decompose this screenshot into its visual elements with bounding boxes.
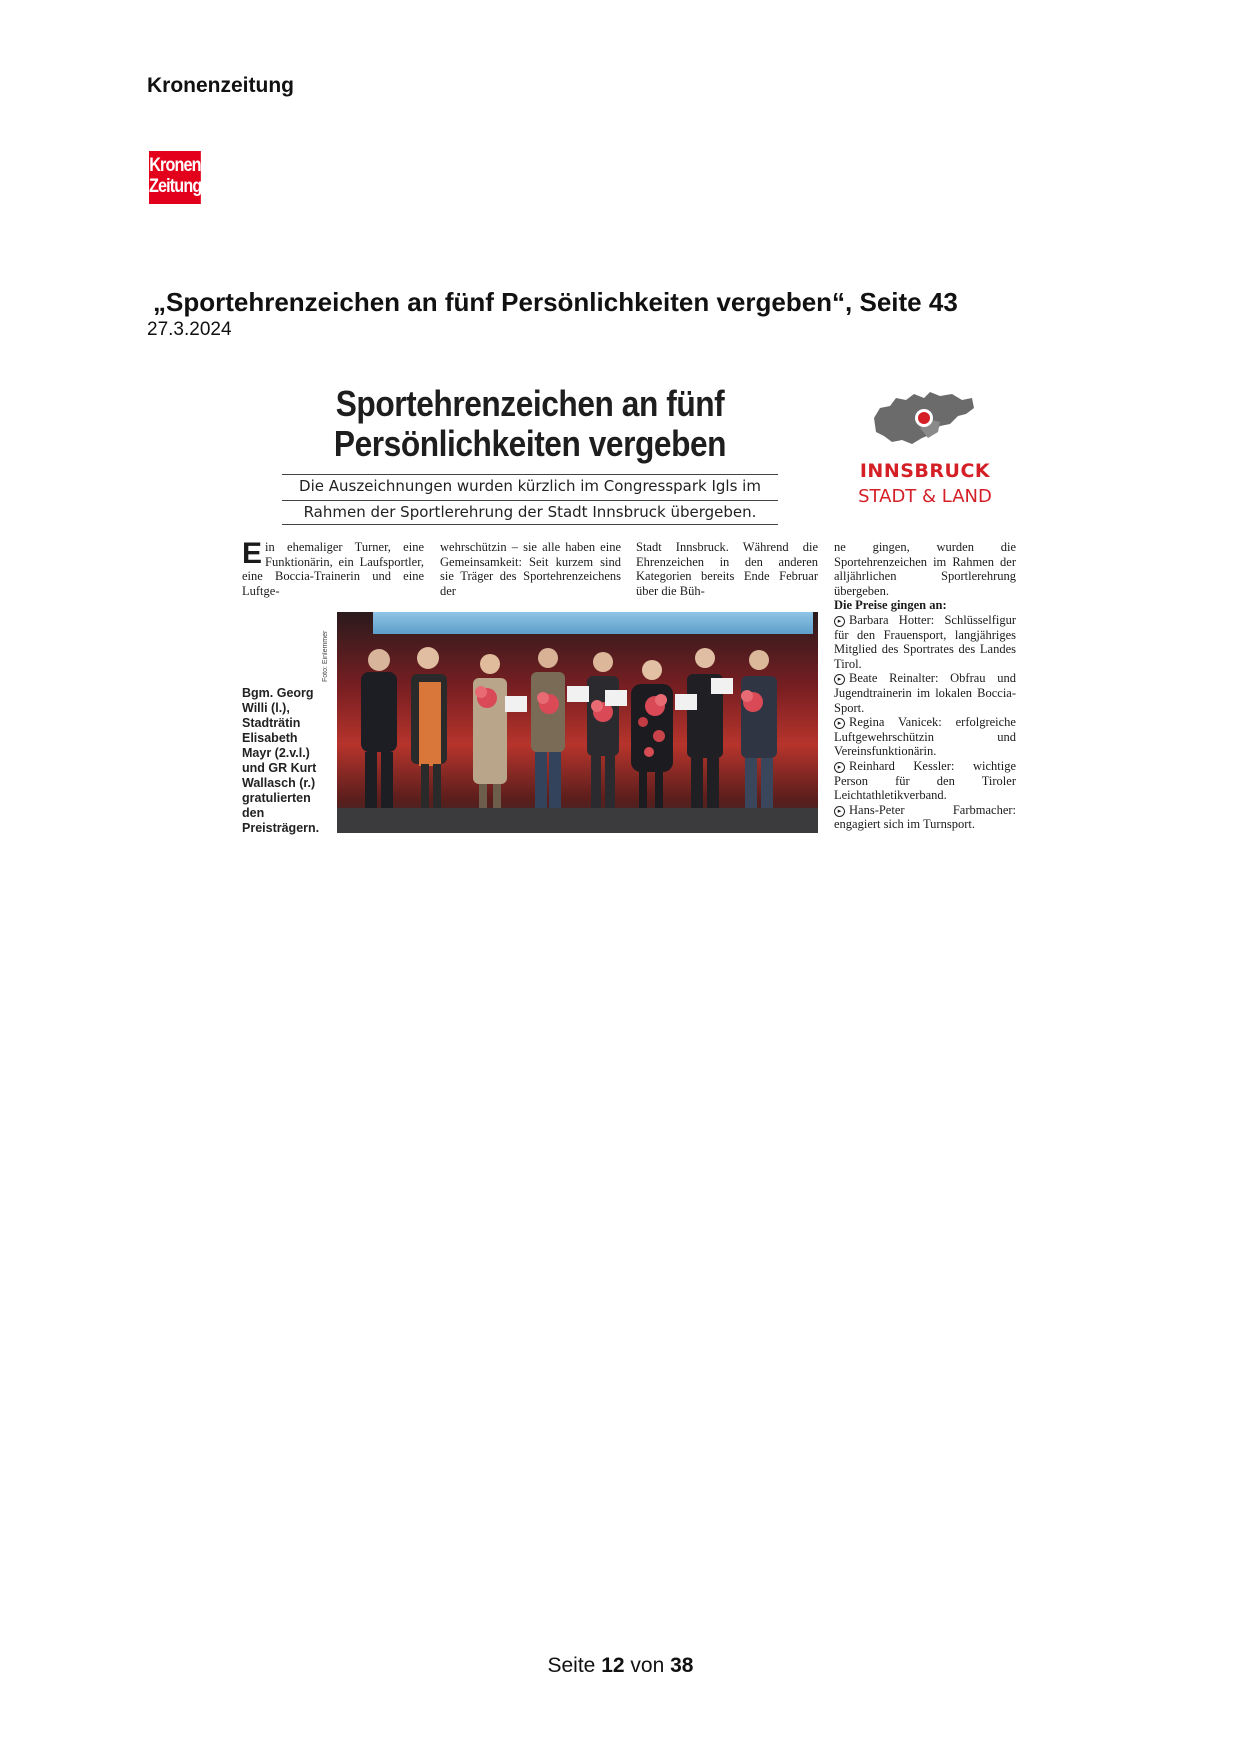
prize-name: Barbara Hotter: — [849, 612, 935, 627]
page-of: von — [630, 1654, 665, 1677]
prize-item — [834, 715, 1016, 759]
prize-desc: engagiert sich im Turnsport. — [834, 817, 975, 832]
article-column-3: Stadt Innsbruck. Während die Ehrenzeichen in den anderen Kategorien bereits Ende Februar über die Büh- — [636, 540, 818, 598]
arrow-bullet-icon: ▸ — [834, 762, 845, 773]
clipping-subline-1: Die Auszeichnungen wurden kürzlich im Congresspark Igls im — [282, 474, 778, 495]
article-date: 27.3.2024 — [147, 319, 232, 340]
clipping-headline — [310, 384, 750, 464]
column-4-text: ne gingen, wurden die Sportehrenzeichen im Rahmen der alljährlichen Sportlerehrung übergeben. — [834, 540, 1016, 598]
kronen-zeitung-logo — [149, 151, 201, 204]
arrow-bullet-icon: ▸ — [834, 674, 845, 685]
prize-desc: erfolgreiche Luftgewehrschützin und Vereinsfunktionärin. — [834, 715, 1016, 759]
article-reference-title: „Sportehrenzeichen an fünf Persönlichkeiten vergeben“, Seite 43 — [153, 287, 958, 317]
region-subtitle: STADT & LAND — [858, 486, 992, 507]
arrow-bullet-icon: ▸ — [834, 718, 845, 729]
prizes-intro: Die Preise gingen an: — [834, 598, 947, 613]
arrow-bullet-icon: ▸ — [834, 616, 845, 627]
prize-item — [834, 759, 1016, 803]
photo-credit: Foto: Einlemmer — [322, 630, 329, 682]
logo-line-1: Kronen — [149, 155, 201, 176]
page-number: 12 — [601, 1654, 625, 1677]
prize-name: Reinhard Kessler: — [849, 758, 955, 773]
article-column-1 — [242, 537, 424, 598]
article-column-4 — [834, 540, 1016, 832]
photo-caption: Bgm. Georg Willi (l.), Stadträtin Elisabeth Mayr (2.v.l.) und GR Kurt Wallasch (r.) gratulierten den Preisträgern. — [242, 686, 320, 835]
prize-desc: Schlüsselfigur für den Frauensport, langjähriges Mitglied des Sportrates des Landes Tirol. — [834, 612, 1016, 671]
page-footer — [0, 1654, 1241, 1678]
logo-line-2: Zeitung — [149, 176, 202, 197]
page-total: 38 — [670, 1654, 694, 1677]
drop-cap: E — [242, 537, 263, 570]
tyrol-map-icon — [868, 388, 978, 448]
headline-line-1: Sportehrenzeichen an fünf — [335, 383, 725, 424]
prize-name: Hans-Peter Farbmacher: — [849, 802, 1016, 817]
source-name: Kronenzeitung — [147, 74, 294, 97]
region-title: INNSBRUCK — [859, 460, 991, 482]
award-ceremony-photo — [337, 612, 818, 833]
article-column-2: wehrschützin – sie alle haben eine Gemeinsamkeit: Seit kurzem sind sie Träger des Sportehrenzeichens der — [440, 540, 621, 598]
prize-item — [834, 671, 1016, 715]
prize-name: Regina Vanicek: — [849, 715, 942, 730]
prize-name: Beate Reinalter: — [849, 671, 939, 686]
column-1-text: in ehemaliger Turner, eine Funktionärin, ein Laufsportler, eine Boccia-Trainerin und eine Luftge- — [242, 540, 424, 598]
arrow-bullet-icon: ▸ — [834, 806, 845, 817]
page-prefix: Seite — [547, 1654, 596, 1677]
headline-line-2: Persönlichkeiten vergeben — [333, 423, 727, 464]
prize-item — [834, 613, 1016, 671]
prize-desc: Obfrau und Jugendtrainerin im lokalen Boccia-Sport. — [834, 671, 1017, 715]
clipping-subline-2: Rahmen der Sportlerehrung der Stadt Innsbruck übergeben. — [282, 500, 778, 525]
prize-item — [834, 803, 1016, 832]
prize-desc: wichtige Person für den Tiroler Leichtathletikverband. — [834, 758, 1017, 803]
